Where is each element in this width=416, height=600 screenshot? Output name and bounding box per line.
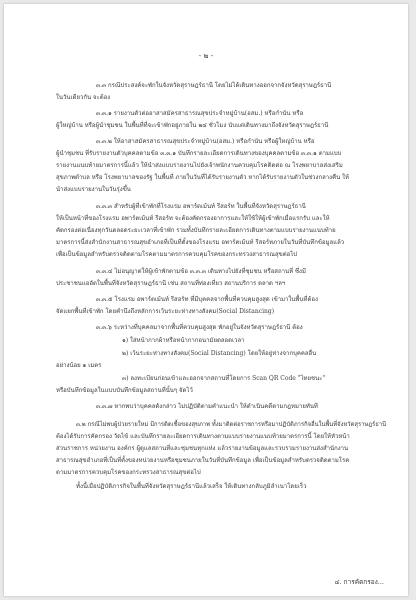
text-line: หรือบันทึกข้อมูลในแบบบันทึกข้อมูลสถานที่นั้นๆ จัดไว้ <box>56 387 193 394</box>
text-line: ๒) เว้นระยะห่างทางสังคม(Social Distancing) โดยให้อยู่ห่างจากบุคคลอื่น <box>122 350 317 357</box>
text-line: ๑) ใส่หน้ากากผ้าหรือหน้ากากอนามัยตลอดเวลา <box>122 337 245 344</box>
text-line: คัดกรองต่อเนื่องทุกวันตลอดระยะเวลาที่เข้าพัก รวมทั้งบันทึกรายละเอียดการเดินทางตามแบบรายงานแนบท้าย <box>56 227 336 234</box>
text-line: ๓.๓.๒ ให้อาสาสมัครสาธารณสุขประจำหมู่บ้าน(อสม.) หรือกำนัน หรือผู้ใหญ่บ้าน หรือ <box>96 138 315 145</box>
text-line: ประชาชนแออัดในพื้นที่จังหวัดสุราษฎร์ธานี เช่น สถานที่ท่องเที่ยว สถานบริการ ตลาด ฯลฯ <box>56 280 286 287</box>
text-line: รายงานแนบท้ายมาตรการนี้แล้ว ให้นำส่งแบบรายงานไปยังเจ้าพนักงานควบคุมโรคติดต่อ ณ โรงพยาบาลส่งเสริม <box>56 162 343 169</box>
text-line: นำส่งแบบรายงานในวันรุ่งขึ้น <box>56 186 131 193</box>
text-line: ๓.๓.๗ หากพบว่าบุคคลดังกล่าว ไม่ปฏิบัติตามคำแนะนำ ให้ดำเนินคดีตามกฎหมายทันที <box>96 403 318 410</box>
text-line: ให้เป็นหน้าที่ของโรงแรม อพาร์ตเม้นท์ รีสอร์ท จะต้องคัดกรองอาการและให้ใช้ให้ผู้เข้าพักเมื่อแรกรับ และให้ <box>56 215 330 222</box>
text-line: ๓.๓.๕ โรงแรม อพาร์ตเม้นท์ รีสอร์ท ที่มีบุคคลจากพื้นที่ควบคุมสูงสุด เข้ามาในพื้นที่ต้อง <box>96 296 318 303</box>
text-line: ๓.๓.๖ ระหว่างที่บุคคลมาจากพื้นที่ควบคุมสูงสุด พักอยู่ในจังหวัดสุราษฎร์ธานี ต้อง <box>96 324 303 331</box>
text-line: มาตรการนี้ส่งสำนักงานสาธารณสุขอำเภอที่เป็นที่ตั้งของโรงแรม อพาร์ตเม้นท์ รีสอร์ทภายในวันที่บันทึกข้อมูลแล้ว <box>56 239 345 246</box>
text-line: สาธารณสุขอำเภอที่เป็นที่ตั้งของหน่วยงานหรือชุมชนภายในวันที่บันทึกข้อมูล เพื่อเป็นข้อมูลสำหรับตรวจติดตามโรค <box>56 457 350 464</box>
text-line: ๓.๓.๓ สำหรับผู้ที่เข้าพักที่โรงแรม อพาร์ตเม้นท์ รีสอร์ท ในพื้นที่จังหวัดสุราษฎร์ธานี <box>96 203 306 210</box>
text-line: จัดแยกพื้นที่เข้าพัก โดยคำนึงถึงหลักการเว้นระยะห่างทางสังคม(Social Distancing) <box>56 308 275 315</box>
text-line: อย่างน้อย ๑ เมตร <box>56 362 102 369</box>
page-number: - ๒ - <box>198 51 214 60</box>
text-line: ตามมาตรการควบคุมโรคของกระทรวงสาธารณสุขต่อไป <box>56 469 201 476</box>
text-line: ส่วนราชการ หน่วยงาน องค์กร ผู้ดูแลสถานที่และชุมชนทุกแห่ง แล้วรายงานข้อมูลและรวบรวมรายงานส่งสำนักงาน <box>56 445 349 452</box>
text-line: ในวันเดียวกัน จะต้อง <box>56 94 111 101</box>
text-line: ผู้ใหญ่บ้าน หรือผู้นำชุมชน ในพื้นที่ที่จะเข้าพักอยู่ภายใน ๒๔ ชั่วโมง นับแต่เดินทางมาถึงจังหวัดสุราษฎร์ธานี <box>56 122 329 129</box>
text-line: ผู้นำชุมชน ที่รับรายงานตัวบุคคลตามข้อ ๓.๓.๑ บันทึกรายละเอียดการเดินทางของบุคคลตามข้อ ๓.๓.๑ ตามแบบ <box>56 150 342 157</box>
text-line: ๓.๓.๑ รายงานตัวต่ออาสาสมัครสาธารณสุขประจำหมู่บ้าน(อสม.) หรือกำนัน หรือ <box>96 110 304 117</box>
text-line: ๓.๒ กรณีไม่พบผู้ป่วยรายใหม่ มีการติดเชื้อของสุขภาพ ทั้งมาติดต่อราชการหรือมาปฏิบัติภารกิจอื่นในพื้นที่จังหวัดสุราษฎร์ธานี <box>76 421 387 428</box>
text-line: เพื่อเป็นข้อมูลสำหรับตรวจติดตามโรคตามมาตรการควบคุมโรคของกระทรวงสาธารณสุขต่อไป <box>56 251 298 258</box>
text-line: ทั้งนี้เมื่อปฏิบัติภารกิจในพื้นที่จังหวัดสุราษฎร์ธานีแล้วเสร็จ ให้เดินทางกลับภูมิลำเนาโดยเร็ว <box>76 483 307 490</box>
document-page <box>4 4 408 596</box>
text-line: ๓.๓.๔ ไม่อนุญาตให้ผู้เข้าพักตามข้อ ๓.๓.๓ เดินทางไปยังที่ชุมชน หรือสถานที่ ซึ่งมี <box>96 268 306 275</box>
text-line: ต้องได้รับการคัดกรอง วัดไข้ และบันทึกรายละเอียดการเดินทางตามแบบรายงานแนบท้ายมาตรการนี้ โดยให้หัวหน้า <box>56 433 350 440</box>
text-line: ๓.๓ กรณีประสงค์จะพักในจังหวัดสุราษฎร์ธานี โดยไม่ได้เดินทางออกจากจังหวัดสุราษฎร์ธานี <box>96 82 332 89</box>
text-line: ๓) ลงทะเบียนก่อนเข้าและออกจากสถานที่โดยการ Scan QR Code "ไทยชนะ" <box>122 375 326 382</box>
text-line: สุขภาพตำบล หรือ โรงพยาบาลของรัฐ ในพื้นที่ ภายในวันที่ได้รับรายงานตัว หากได้รับรายงานตัวในช่วงกลางคืน ให้ <box>56 174 350 181</box>
continuation-text: ๔. การคัดกรอง... <box>334 578 384 586</box>
